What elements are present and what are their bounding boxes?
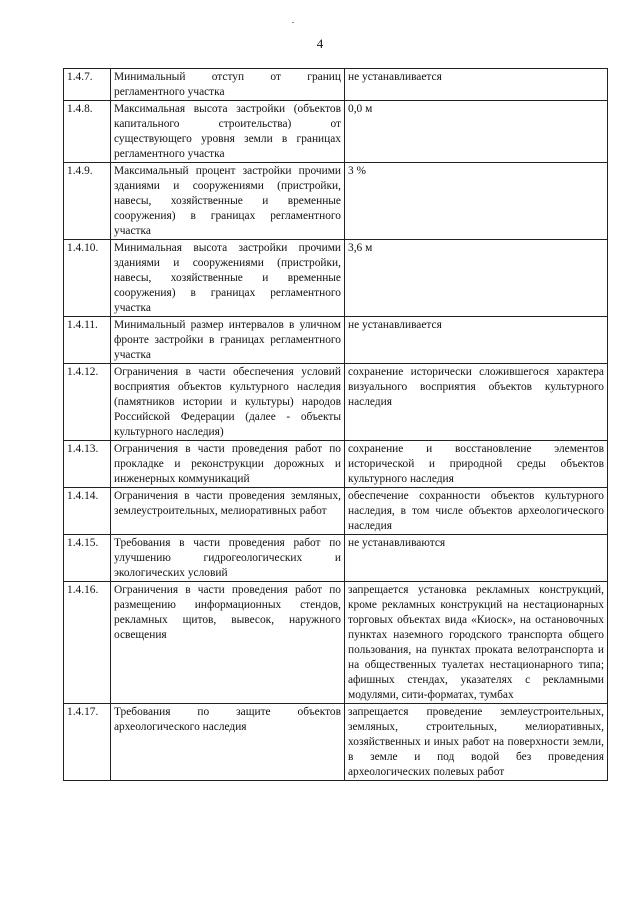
row-number: 1.4.16. <box>64 582 111 704</box>
value-cell: запрещается проведение землеустроительных, земляных, строительных, мелиоративных, хозяйственных и иных работ на поверхности земли, в земле и под водой без проведения археологических полевых работ <box>345 704 608 781</box>
table-row <box>64 240 608 317</box>
table-row <box>64 69 608 101</box>
value-cell: сохранение исторически сложившегося характера визуального восприятия объектов культурного наследия <box>345 364 608 441</box>
table-row <box>64 101 608 163</box>
scan-speck <box>292 22 294 23</box>
value-cell: 3 % <box>345 163 608 240</box>
parameter-cell: Максимальная высота застройки (объектов капитального строительства) от существующего уровня земли в границах регламентного участка <box>111 101 345 163</box>
value-cell: не устанавливается <box>345 317 608 364</box>
value-cell: не устанавливаются <box>345 535 608 582</box>
table-row <box>64 535 608 582</box>
value-cell: запрещается установка рекламных конструкций, кроме рекламных конструкций на нестационарных торговых объектах вида «Киоск», на остановочных пунктах наземного городского транспорта общего пользования, на пунктах проката велотранспорта и на общественных туалетах нестационарного типа; афишных стендах, указателях с рекламными модулями, сити-форматах, тумбах <box>345 582 608 704</box>
parameter-cell: Минимальная высота застройки прочими зданиями и сооружениями (пристройки, навесы, хозяйственные и временные сооружения) в границах регламентного участка <box>111 240 345 317</box>
value-cell: 0,0 м <box>345 101 608 163</box>
parameter-cell: Ограничения в части проведения работ по размещению информационных стендов, рекламных щитов, вывесок, наружного освещения <box>111 582 345 704</box>
table-row <box>64 317 608 364</box>
table-body <box>64 69 608 781</box>
row-number: 1.4.9. <box>64 163 111 240</box>
row-number: 1.4.7. <box>64 69 111 101</box>
table-row <box>64 364 608 441</box>
value-cell: не устанавливается <box>345 69 608 101</box>
parameter-cell: Ограничения в части проведения работ по прокладке и реконструкции дорожных и инженерных коммуникаций <box>111 441 345 488</box>
row-number: 1.4.11. <box>64 317 111 364</box>
regulations-table <box>63 68 608 781</box>
row-number: 1.4.8. <box>64 101 111 163</box>
row-number: 1.4.12. <box>64 364 111 441</box>
row-number: 1.4.17. <box>64 704 111 781</box>
row-number: 1.4.14. <box>64 488 111 535</box>
table-row <box>64 163 608 240</box>
parameter-cell: Максимальный процент застройки прочими зданиями и сооружениями (пристройки, навесы, хозяйственные и временные сооружения) в границах регламентного участка <box>111 163 345 240</box>
row-number: 1.4.13. <box>64 441 111 488</box>
table-row <box>64 488 608 535</box>
value-cell: сохранение и восстановление элементов исторической и природной среды объектов культурного наследия <box>345 441 608 488</box>
parameter-cell: Ограничения в части обеспечения условий восприятия объектов культурного наследия (памятников истории и культуры) народов Российской Федерации (далее - объекты культурного наследия) <box>111 364 345 441</box>
value-cell: обеспечение сохранности объектов культурного наследия, в том числе объектов археологического наследия <box>345 488 608 535</box>
table-row <box>64 582 608 704</box>
parameter-cell: Минимальный отступ от границ регламентного участка <box>111 69 345 101</box>
parameter-cell: Требования по защите объектов археологического наследия <box>111 704 345 781</box>
page-number: 4 <box>316 36 324 51</box>
row-number: 1.4.10. <box>64 240 111 317</box>
table-row <box>64 704 608 781</box>
value-cell: 3,6 м <box>345 240 608 317</box>
parameter-cell: Ограничения в части проведения земляных, землеустроительных, мелиоративных работ <box>111 488 345 535</box>
row-number: 1.4.15. <box>64 535 111 582</box>
table-row <box>64 441 608 488</box>
parameter-cell: Минимальный размер интервалов в уличном фронте застройки в границах регламентного участка <box>111 317 345 364</box>
parameter-cell: Требования в части проведения работ по улучшению гидрогеологических и экологических условий <box>111 535 345 582</box>
